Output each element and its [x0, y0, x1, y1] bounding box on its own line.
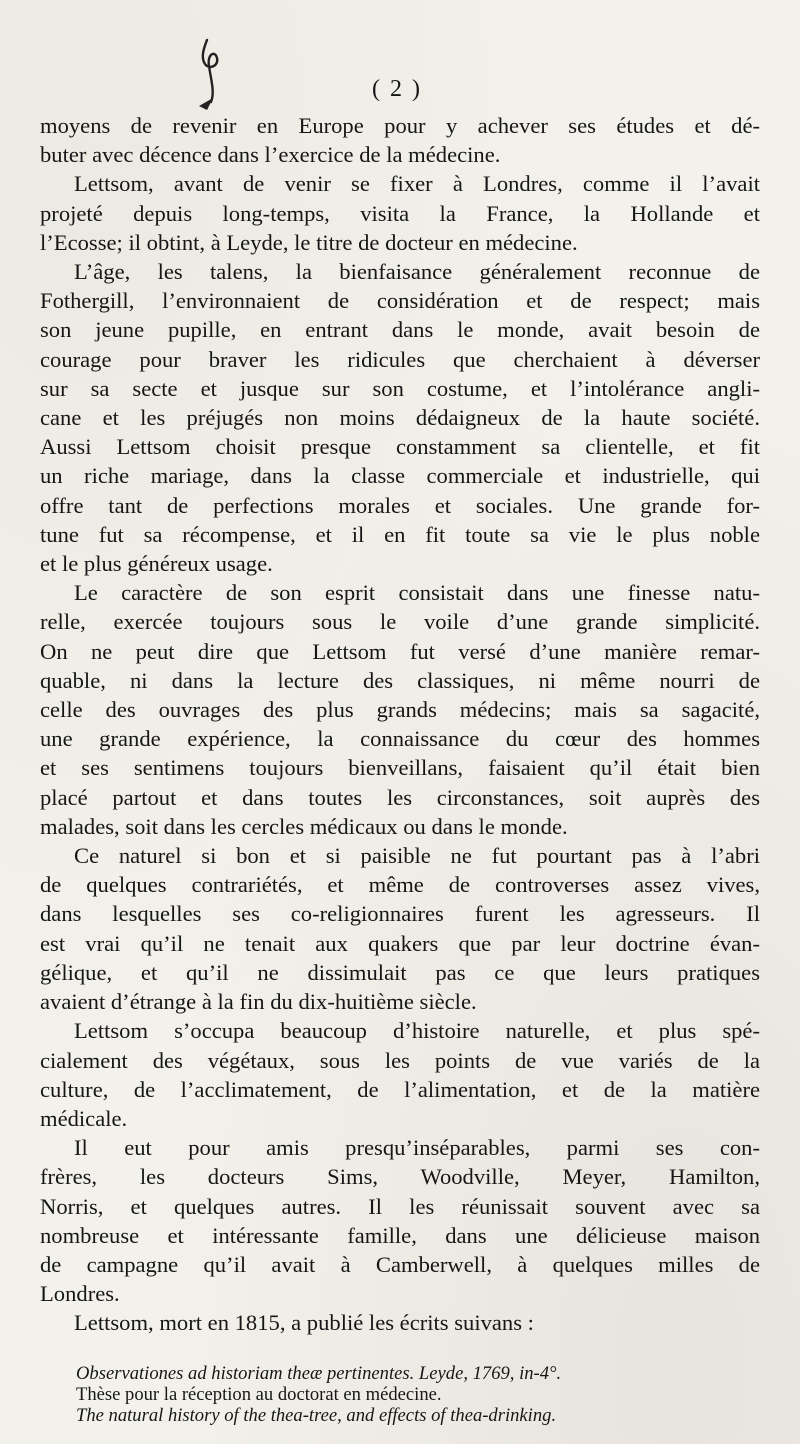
text-line: l’Ecosse; il obtint, à Leyde, le titre de docteur en médecine.: [40, 229, 578, 255]
publication-list: [76, 1363, 766, 1426]
text-line: sur sa secte et jusque sur son costume, et l’intolérance angli-: [40, 375, 760, 401]
text-line: et ses sentimens toujours bienveillans, faisaient qu’il était bien: [40, 755, 760, 781]
text-line: On ne peut dire que Lettsom fut versé d’une manière remar-: [40, 638, 760, 664]
text-line: Norris, et quelques autres. Il les réunissait souvent avec sa: [40, 1193, 760, 1219]
text-line: gélique, et qu’il ne dissimulait pas ce que leurs pratiques: [40, 959, 760, 985]
text-line: avaient d’étrange à la fin du dix-huitième siècle.: [40, 989, 477, 1015]
text-line: Londres.: [40, 1281, 120, 1307]
text-line: placé partout et dans toutes les circonstances, soit auprès des: [40, 784, 760, 810]
text-line: buter avec décence dans l’exercice de la médecine.: [40, 142, 501, 168]
text-line: cialement des végétaux, sous les points de vue variés de la: [40, 1047, 760, 1073]
text-line: cane et les préjugés non moins dédaigneux de la haute société.: [40, 405, 760, 431]
text-line: nombreuse et intéressante famille, dans une délicieuse maison: [40, 1222, 760, 1248]
publication-entry: Thèse pour la réception au doctorat en médecine.: [76, 1384, 442, 1405]
publication-entry: The natural history of the thea-tree, and effects of thea-drinking.: [76, 1405, 557, 1426]
text-line: Le caractère de son esprit consistait dans une finesse natu-: [74, 580, 760, 606]
text-line: de quelques contrariétés, et même de controverses assez vives,: [40, 872, 760, 898]
text-line: un riche mariage, dans la classe commerciale et industrielle, qui: [40, 463, 760, 489]
text-line: médicale.: [40, 1105, 128, 1131]
text-line: malades, soit dans les cercles médicaux ou dans le monde.: [40, 813, 568, 839]
text-line: quable, ni dans la lecture des classiques, ni même nourri de: [40, 667, 760, 693]
text-line: projeté depuis long-temps, visita la France, la Hollande et: [40, 200, 760, 226]
text-line: Aussi Lettsom choisit presque constamment sa clientelle, et fit: [40, 434, 760, 460]
text-line: est vrai qu’il ne tenait aux quakers que par leur doctrine évan-: [40, 930, 760, 956]
text-line: Fothergill, l’environnaient de considération et de respect; mais: [40, 288, 760, 314]
text-line: tune fut sa récompense, et il en fit toute sa vie le plus noble: [40, 521, 760, 547]
text-line: culture, de l’acclimatement, de l’alimentation, et de la matière: [40, 1076, 760, 1102]
text-line: de campagne qu’il avait à Camberwell, à quelques milles de: [40, 1251, 760, 1277]
text-line: Il eut pour amis presqu’inséparables, parmi ses con-: [74, 1135, 760, 1161]
text-line: moyens de revenir en Europe pour y achever ses études et dé-: [40, 113, 760, 138]
text-line: une grande expérience, la connaissance du cœur des hommes: [40, 726, 760, 752]
page-number: ( 2 ): [372, 76, 422, 102]
publication-entry: Observationes ad historiam theæ pertinentes. Leyde, 1769, in-4°.: [76, 1363, 562, 1384]
text-line: Lettsom s’occupa beaucoup d’histoire naturelle, et plus spé-: [74, 1018, 760, 1044]
text-line: Ce naturel si bon et si paisible ne fut pourtant pas à l’abri: [74, 843, 760, 869]
text-line: Lettsom, avant de venir se fixer à Londres, comme il l’avait: [74, 171, 760, 197]
text-line: son jeune pupille, en entrant dans le monde, avait besoin de: [40, 317, 760, 343]
text-line: L’âge, les talens, la bienfaisance généralement reconnue de: [74, 259, 760, 285]
handwritten-mark-icon: [185, 36, 245, 116]
text-line: dans lesquelles ses co-religionnaires furent les agresseurs. Il: [40, 901, 760, 927]
body-text: [40, 111, 760, 1338]
text-line: courage pour braver les ridicules que cherchaient à déverser: [40, 346, 760, 372]
text-line: et le plus généreux usage.: [40, 551, 273, 577]
text-line: frères, les docteurs Sims, Woodville, Meyer, Hamilton,: [40, 1164, 760, 1190]
text-line: offre tant de perfections morales et sociales. Une grande for-: [40, 492, 760, 518]
text-line: relle, exercée toujours sous le voile d’une grande simplicité.: [40, 609, 760, 635]
text-line: Lettsom, mort en 1815, a publié les écrits suivans :: [74, 1310, 534, 1336]
text-line: celle des ouvrages des plus grands médecins; mais sa sagacité,: [40, 697, 760, 723]
